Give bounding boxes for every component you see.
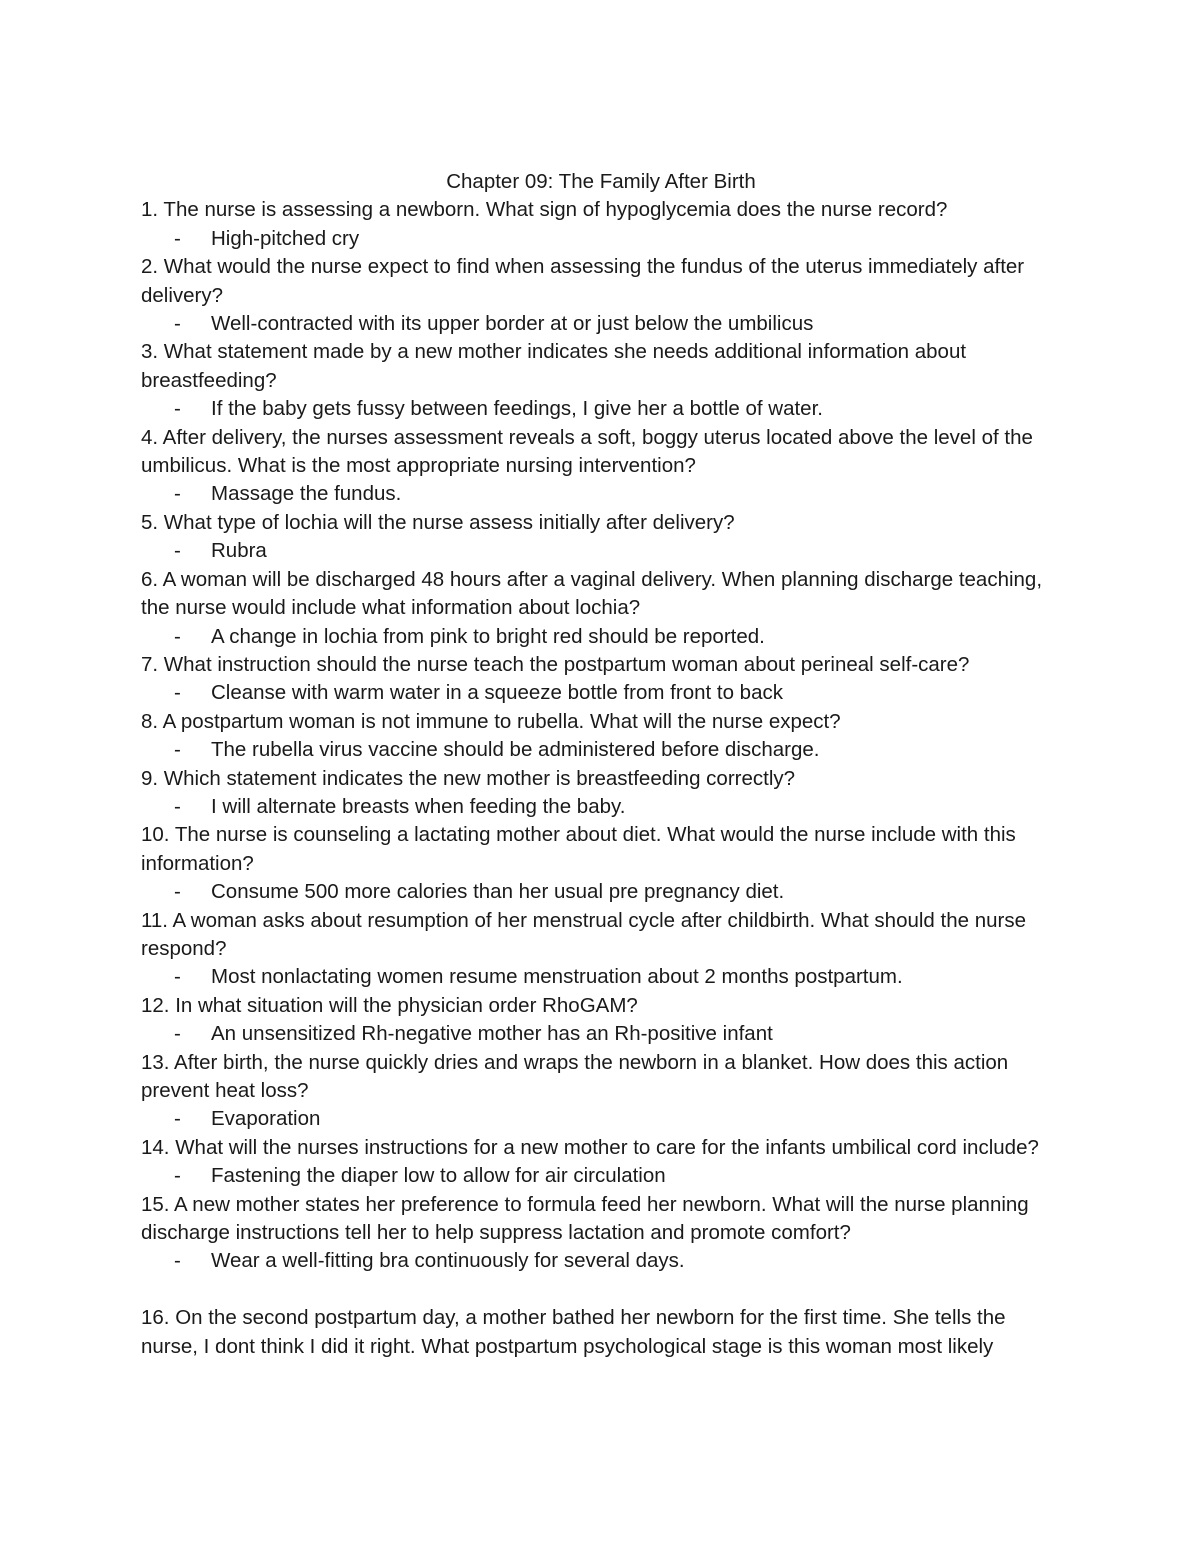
bullet-dash: - (174, 738, 181, 762)
question-text: 5. What type of lochia will the nurse assess initially after delivery? (141, 510, 735, 534)
answer-value: Evaporation (211, 1107, 321, 1131)
qa-item-14 (141, 1134, 1061, 1191)
bullet-dash: - (174, 397, 181, 421)
answer-value: Most nonlactating women resume menstruation about 2 months postpartum. (211, 965, 903, 989)
qa-item-9 (141, 765, 1061, 822)
question-text: 14. What will the nurses instructions for a new mother to care for the infants umbilical cord include? (141, 1135, 1039, 1159)
qa-item-7 (141, 651, 1061, 708)
answer-text (141, 623, 1061, 651)
question-text: 4. After delivery, the nurses assessment reveals a soft, boggy uterus located above the level of the umbilicus. What is the most appropriate nursing intervention? (141, 425, 1033, 478)
paragraph-gap (141, 1276, 1061, 1304)
qa-item-16 (141, 1304, 1061, 1361)
question-text: 7. What instruction should the nurse teach the postpartum woman about perineal self-care? (141, 652, 970, 676)
qa-item-8 (141, 708, 1061, 765)
answer-text (141, 1020, 1061, 1048)
qa-item-12 (141, 992, 1061, 1049)
bullet-dash: - (174, 1164, 181, 1188)
qa-item-3 (141, 338, 1061, 423)
answer-text (141, 878, 1061, 906)
bullet-dash: - (174, 1249, 181, 1273)
bullet-dash: - (174, 681, 181, 705)
answer-text (141, 963, 1061, 991)
question-text: 1. The nurse is assessing a newborn. What sign of hypoglycemia does the nurse record? (141, 198, 948, 222)
answer-value: Rubra (211, 539, 267, 563)
answer-value: I will alternate breasts when feeding the baby. (211, 794, 626, 818)
question-text: 15. A new mother states her preference to formula feed her newborn. What will the nurse planning discharge instructions tell her to help suppress lactation and promote comfort? (141, 1192, 1029, 1245)
qa-item-6 (141, 566, 1061, 651)
bullet-dash: - (174, 539, 181, 563)
bullet-dash: - (174, 624, 181, 648)
answer-text (141, 1247, 1061, 1275)
answer-text (141, 1105, 1061, 1133)
question-text: 11. A woman asks about resumption of her menstrual cycle after childbirth. What should the nurse respond? (141, 908, 1026, 960)
bullet-dash: - (174, 880, 181, 904)
page-title: Chapter 09: The Family After Birth (446, 170, 756, 193)
qa-item-13 (141, 1049, 1061, 1134)
answer-value: The rubella virus vaccine should be administered before discharge. (211, 738, 820, 762)
document-body (141, 168, 1061, 1361)
answer-text (141, 1162, 1061, 1190)
question-text: 6. A woman will be discharged 48 hours after a vaginal delivery. When planning discharge teaching, the nurse would include what information about lochia? (141, 567, 1043, 620)
answer-value: Massage the fundus. (211, 482, 402, 506)
answer-value: Cleanse with warm water in a squeeze bottle from front to back (211, 681, 783, 705)
bullet-dash: - (174, 1107, 181, 1131)
qa-item-15 (141, 1191, 1061, 1276)
answer-value: Well-contracted with its upper border at or just below the umbilicus (211, 312, 814, 336)
qa-item-2 (141, 253, 1061, 338)
answer-value: High-pitched cry (211, 226, 360, 250)
answer-value: Wear a well-fitting bra continuously for several days. (211, 1249, 685, 1273)
qa-item-1 (141, 196, 1061, 253)
answer-text (141, 736, 1061, 764)
question-text: 9. Which statement indicates the new mother is breastfeeding correctly? (141, 766, 796, 790)
question-text: 10. The nurse is counseling a lactating mother about diet. What would the nurse include with this information? (141, 823, 1016, 875)
question-text: 12. In what situation will the physician order RhoGAM? (141, 993, 638, 1017)
bullet-dash: - (174, 965, 181, 989)
answer-text (141, 395, 1061, 423)
answer-text (141, 225, 1061, 253)
qa-item-4 (141, 424, 1061, 509)
answer-text (141, 537, 1061, 565)
question-text: 2. What would the nurse expect to find when assessing the fundus of the uterus immediately after delivery? (141, 255, 1025, 307)
qa-item-10 (141, 821, 1061, 906)
answer-value: Fastening the diaper low to allow for air circulation (211, 1164, 666, 1188)
answer-value: An unsensitized Rh-negative mother has an Rh-positive infant (211, 1022, 773, 1046)
answer-text (141, 480, 1061, 508)
answer-text (141, 679, 1061, 707)
question-text: 8. A postpartum woman is not immune to rubella. What will the nurse expect? (141, 709, 841, 733)
bullet-dash: - (174, 226, 181, 250)
question-text: 16. On the second postpartum day, a mother bathed her newborn for the first time. She tells the nurse, I dont think I did it right. What postpartum psychological stage is this woman most likely (141, 1306, 1006, 1358)
bullet-dash: - (174, 482, 181, 506)
question-text: 13. After birth, the nurse quickly dries and wraps the newborn in a blanket. How does this action prevent heat loss? (141, 1050, 1009, 1102)
question-text: 3. What statement made by a new mother indicates she needs additional information about breastfeeding? (141, 340, 967, 392)
answer-value: Consume 500 more calories than her usual pre pregnancy diet. (211, 880, 785, 904)
answer-text (141, 793, 1061, 821)
answer-text (141, 310, 1061, 338)
answer-value: If the baby gets fussy between feedings, I give her a bottle of water. (211, 397, 823, 421)
bullet-dash: - (174, 312, 181, 336)
qa-item-11 (141, 907, 1061, 992)
answer-value: A change in lochia from pink to bright red should be reported. (211, 624, 765, 648)
qa-item-5 (141, 509, 1061, 566)
bullet-dash: - (174, 794, 181, 818)
bullet-dash: - (174, 1022, 181, 1046)
